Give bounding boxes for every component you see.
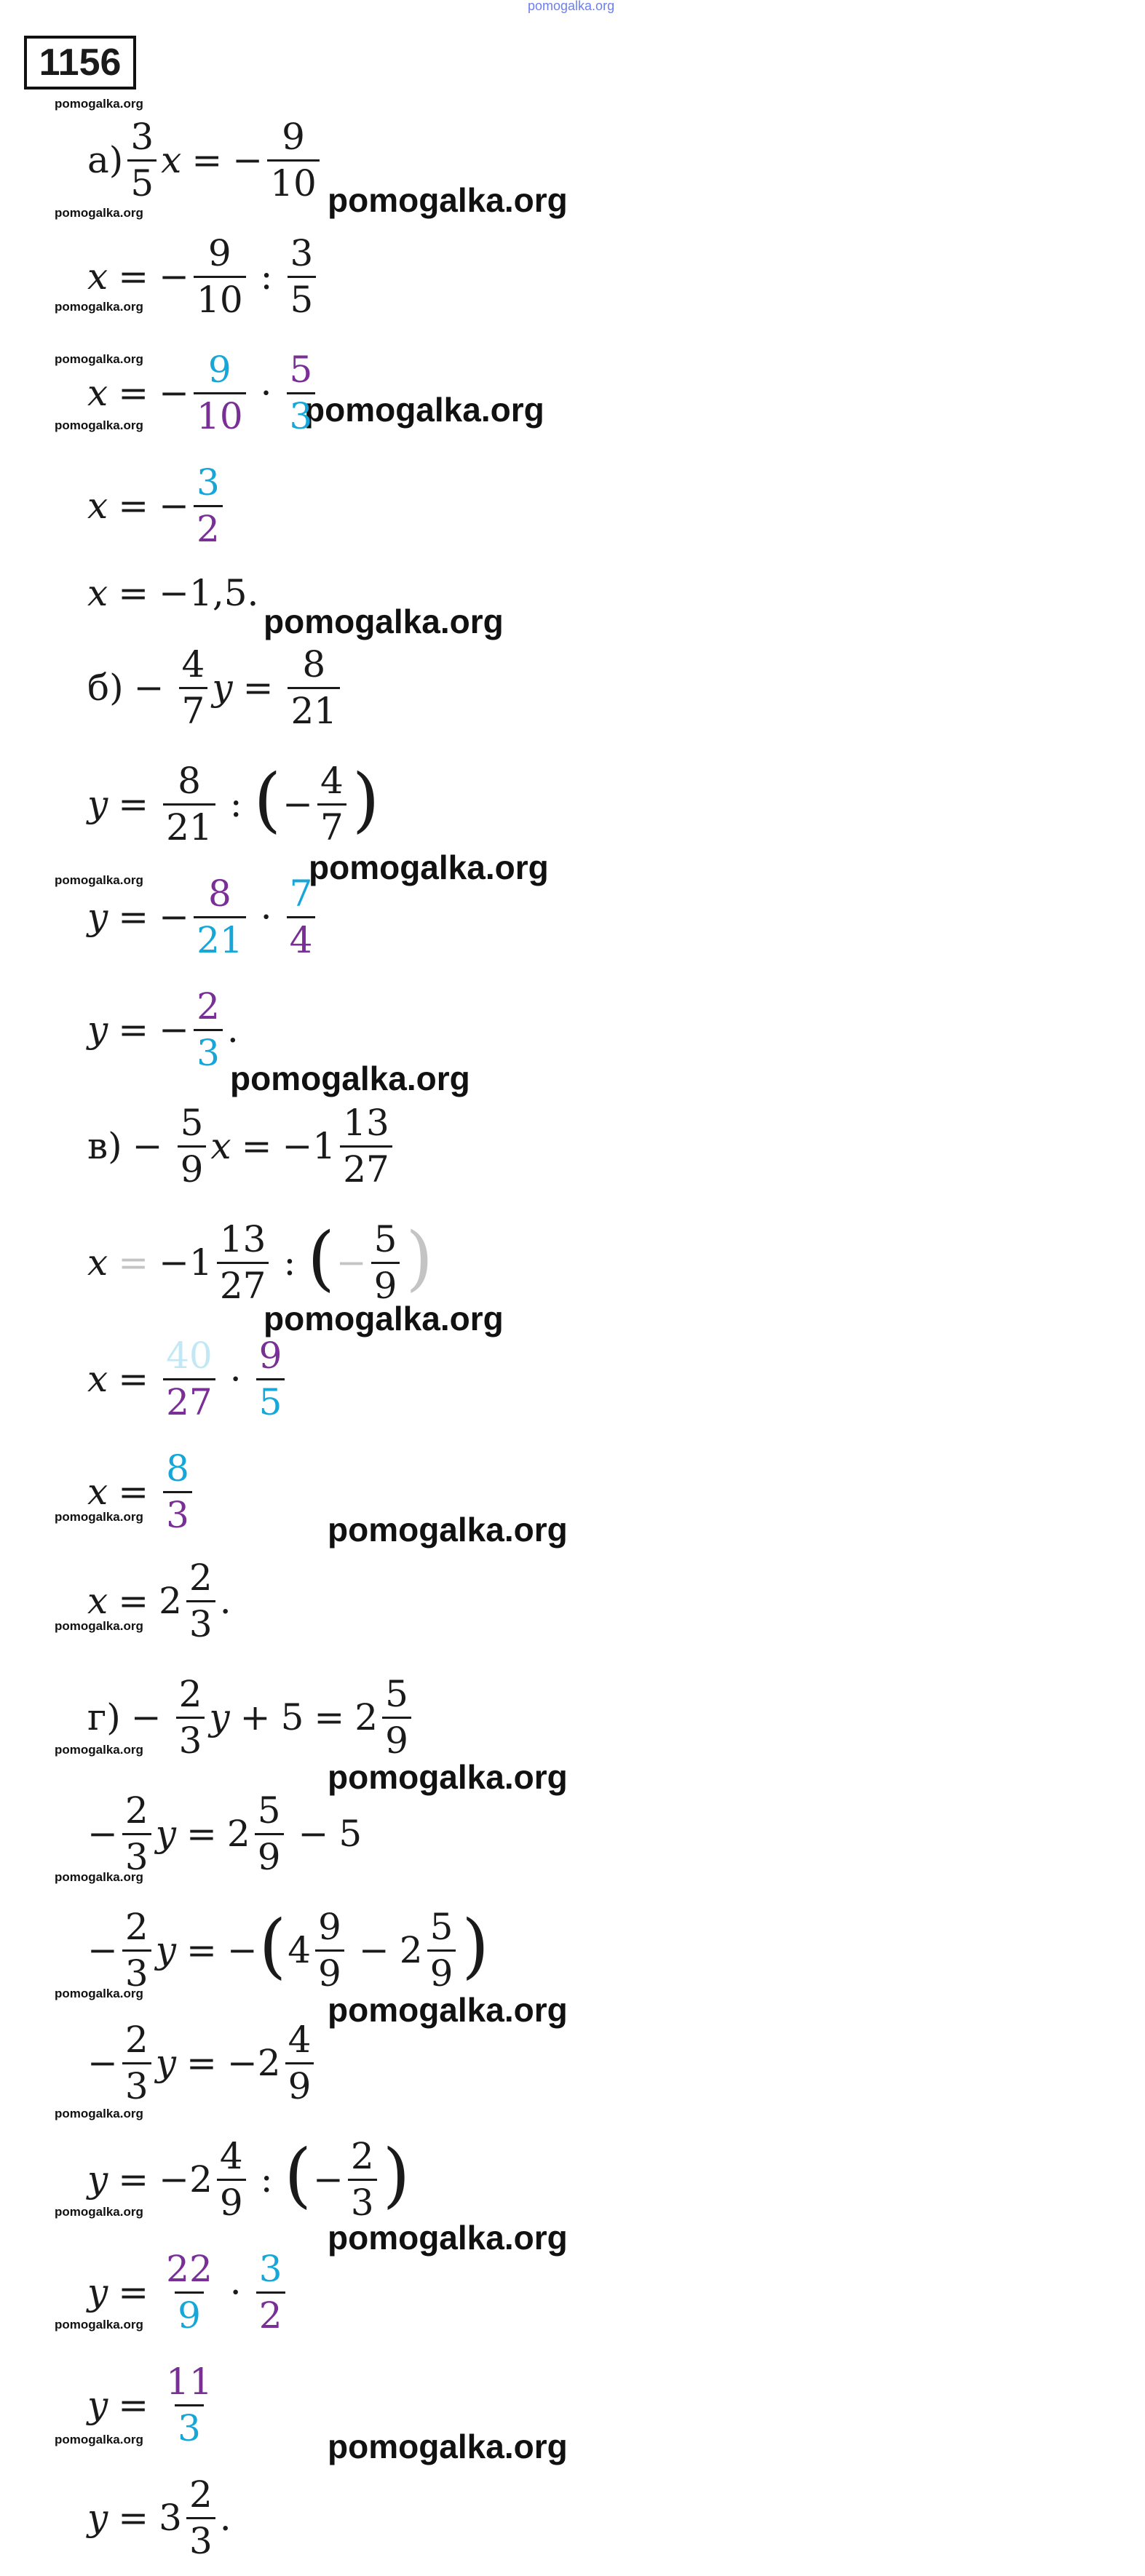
equation-line: а) $\frac{3}{5}$ x = − $\frac{9}{10}$	[87, 113, 324, 207]
fraction: $\frac{3}{5}$	[288, 234, 317, 319]
equation-line: x = −1,5.	[87, 572, 259, 614]
watermark: pomogalka.org	[328, 2428, 568, 2465]
fraction: $\frac{5}{9}$	[382, 1675, 411, 1760]
watermark: pomogalka.org	[309, 848, 549, 886]
equation-line: y = $\frac{22}{9}$ · $\frac{3}{2}$	[87, 2245, 290, 2340]
equation-line: x = − 1 $\frac{13}{27}$ : ( − $\frac{5}{9}$ )	[87, 1217, 433, 1307]
fraction: $\frac{4}{7}$	[179, 645, 208, 730]
equation-line: y = − $\frac{2}{3}$ .	[87, 985, 239, 1074]
part-label: а)	[87, 139, 124, 181]
fraction: $\frac{2}{3}$	[176, 1675, 205, 1760]
fraction: $\frac{2}{3}$	[194, 987, 223, 1072]
fraction: $\frac{13}{27}$	[217, 1220, 269, 1305]
fraction: $\frac{40}{27}$	[163, 1337, 215, 1421]
fraction: $\frac{5}{3}$	[287, 351, 316, 435]
part-label: в)	[87, 1125, 122, 1167]
equation-line: y = $\frac{8}{21}$ : ( − $\frac{4}{7}$ )	[87, 759, 380, 848]
fraction: $\frac{2}{3}$	[186, 2476, 215, 2560]
equation-line: − $\frac{2}{3}$ y = 2 $\frac{5}{9}$ − 5	[87, 1789, 362, 1878]
watermark: pomogalka.org	[304, 391, 544, 429]
equation-line: x = $\frac{8}{3}$	[87, 1444, 197, 1539]
fraction: $\frac{2}{3}$	[186, 1559, 215, 1643]
fraction: $\frac{9}{10}$	[194, 351, 246, 435]
fraction: $\frac{8}{21}$	[288, 645, 340, 730]
fraction: $\frac{8}{3}$	[163, 1450, 192, 1534]
fraction: $\frac{11}{3}$	[166, 2361, 213, 2449]
watermark: pomogalka.org	[55, 1870, 143, 1884]
part-label: б)	[87, 667, 124, 709]
fraction: $\frac{22}{9}$	[166, 2248, 213, 2337]
watermark: pomogalka.org	[328, 1758, 568, 1796]
watermark: pomogalka.org	[55, 1987, 143, 2000]
watermark: pomogalka.org	[264, 603, 504, 640]
equation-line: x = $\frac{40}{27}$ · $\frac{9}{5}$	[87, 1332, 289, 1426]
fraction: $\frac{3}{2}$	[256, 2250, 285, 2334]
fraction: $\frac{3}{2}$	[194, 464, 223, 548]
watermark: pomogalka.org	[328, 1511, 568, 1549]
fraction: $\frac{2}{3}$	[122, 1792, 151, 1876]
watermark: pomogalka.org	[55, 206, 143, 220]
fraction: $\frac{2}{3}$	[122, 2021, 151, 2105]
fraction: $\frac{8}{21}$	[194, 875, 246, 959]
watermark: pomogalka.org	[55, 300, 143, 314]
equation-line: x = 2 $\frac{2}{3}$ .	[87, 1557, 231, 1645]
watermark: pomogalka.org	[55, 418, 143, 432]
watermark: pomogalka.org	[55, 352, 143, 366]
fraction: $\frac{5}{9}$	[371, 1220, 400, 1305]
equation-line: y = − 2 $\frac{4}{9}$ : ( − $\frac{2}{3}$ )	[87, 2134, 411, 2224]
equation-line: x = − $\frac{9}{10}$ · $\frac{5}{3}$	[87, 346, 320, 440]
fraction: $\frac{7}{4}$	[287, 875, 316, 959]
watermark: pomogalka.org	[55, 97, 143, 111]
fraction: $\frac{9}{10}$	[194, 234, 246, 319]
watermark: pomogalka.org	[55, 1510, 143, 1524]
watermark: pomogalka.org	[55, 1619, 143, 1633]
watermark: pomogalka.org	[55, 2107, 143, 2120]
equation-line: y = $\frac{11}{3}$	[87, 2358, 220, 2452]
watermark: pomogalka.org	[55, 2205, 143, 2219]
fraction: $\frac{4}{7}$	[317, 762, 346, 846]
watermark: pomogalka.org	[55, 1743, 143, 1757]
watermark: pomogalka.org	[328, 181, 568, 219]
fraction: $\frac{9}{9}$	[315, 1908, 344, 1992]
fraction: $\frac{9}{5}$	[256, 1337, 285, 1421]
fraction: $\frac{2}{3}$	[348, 2137, 377, 2222]
watermark: pomogalka.org	[230, 1060, 470, 1097]
equation-line: y = 3 $\frac{2}{3}$ .	[87, 2473, 231, 2562]
watermark: pomogalka.org	[328, 1991, 568, 2029]
fraction: $\frac{3}{5}$	[127, 118, 157, 202]
fraction: $\frac{13}{27}$	[340, 1104, 392, 1188]
watermark: pomogalka.org	[55, 2318, 143, 2331]
fraction: $\frac{8}{21}$	[163, 762, 215, 846]
fraction: $\frac{5}{9}$	[427, 1908, 456, 1992]
problem-number: 1156	[24, 36, 136, 90]
equation-line: − $\frac{2}{3}$ y = − 2 $\frac{4}{9}$	[87, 2016, 318, 2110]
fraction: $\frac{4}{9}$	[217, 2137, 246, 2222]
watermark: pomogalka.org	[528, 0, 615, 13]
fraction: $\frac{5}{9}$	[178, 1104, 207, 1188]
watermark: pomogalka.org	[55, 2433, 143, 2446]
equation-line: x = − $\frac{3}{2}$	[87, 458, 227, 553]
fraction: $\frac{9}{10}$	[267, 118, 320, 202]
equation-line: y = − $\frac{8}{21}$ · $\frac{7}{4}$	[87, 870, 320, 964]
fraction: $\frac{4}{9}$	[285, 2021, 314, 2105]
variable: x	[161, 139, 182, 181]
equation-line: в) − $\frac{5}{9}$ x = − 1 $\frac{13}{27}$	[87, 1099, 397, 1193]
equation-line: − $\frac{2}{3}$ y = − ( 4 $\frac{9}{9}$ − 2 $\frac{5}{9}$ )	[87, 1905, 489, 1995]
watermark: pomogalka.org	[328, 2219, 568, 2257]
watermark: pomogalka.org	[264, 1300, 504, 1337]
watermark: pomogalka.org	[55, 873, 143, 887]
equation-line: x = − $\frac{9}{10}$ : $\frac{3}{5}$	[87, 229, 320, 324]
fraction: $\frac{5}{9}$	[255, 1792, 284, 1876]
part-label: г)	[87, 1696, 121, 1738]
equation-line: г) − $\frac{2}{3}$ y + 5 = 2 $\frac{5}{9}$	[87, 1670, 416, 1765]
fraction: $\frac{2}{3}$	[122, 1908, 151, 1992]
equation-line: б) − $\frac{4}{7}$ y = $\frac{8}{21}$	[87, 640, 344, 735]
